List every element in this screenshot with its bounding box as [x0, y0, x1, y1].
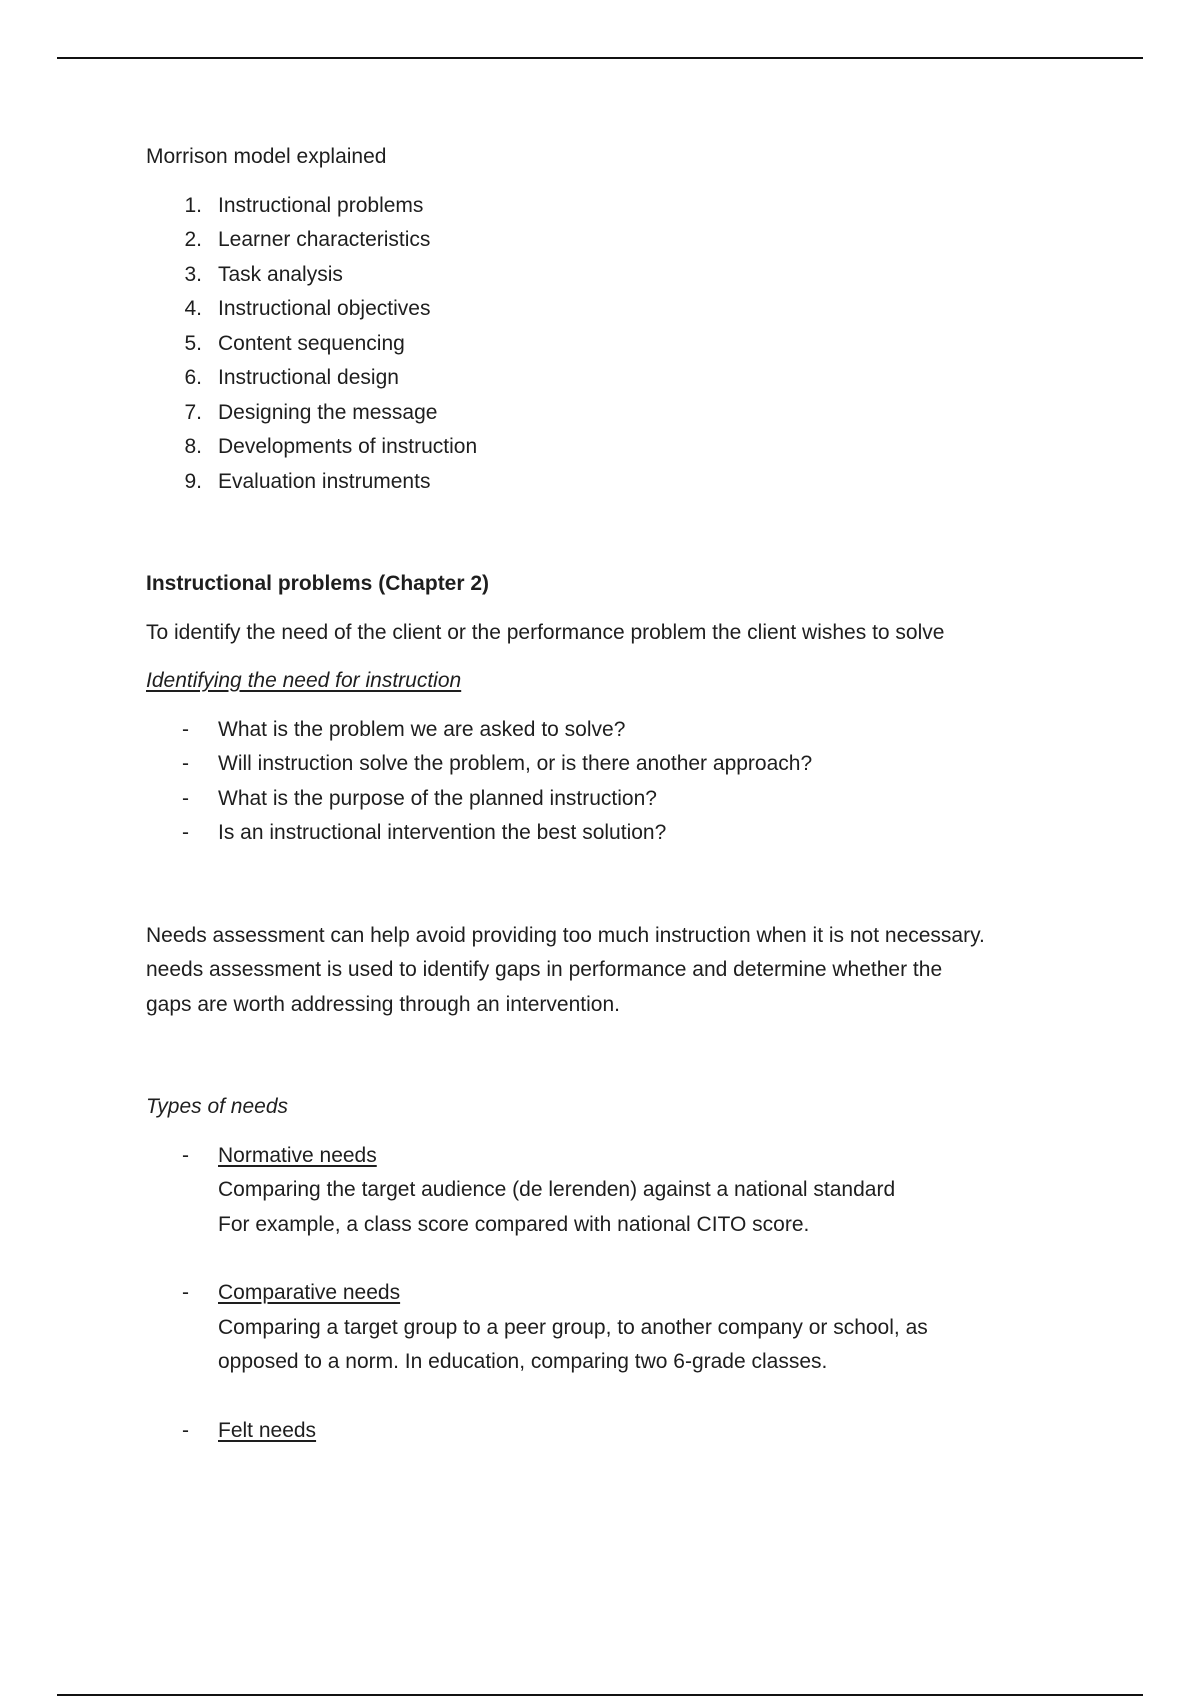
- list-text: Instructional design: [218, 366, 399, 389]
- need-type-name: Felt needs: [218, 1418, 317, 1442]
- model-steps-list: [146, 189, 1106, 500]
- list-text: Learner characteristics: [218, 228, 431, 251]
- list-text: Evaluation instruments: [218, 469, 431, 493]
- bullet-dash: -: [182, 1418, 189, 1442]
- spacer: [146, 1242, 1106, 1276]
- list-text: Task analysis: [218, 262, 343, 286]
- list-text: Instructional objectives: [218, 297, 431, 320]
- list-text: Content sequencing: [218, 331, 405, 355]
- list-number: 2.: [184, 228, 202, 251]
- list-item: [146, 189, 1106, 224]
- list-number: 5.: [184, 331, 202, 355]
- bullet-dash: -: [182, 1143, 189, 1167]
- need-type-line: Comparing the target audience (de lerenden) against a national standard: [218, 1178, 896, 1201]
- need-types-list: [146, 1139, 1106, 1449]
- list-text: Designing the message: [218, 400, 438, 424]
- need-type-line: Comparing a target group to a peer group, to another company or school, as: [218, 1315, 928, 1339]
- list-item: [146, 465, 1106, 500]
- list-number: 7.: [184, 400, 202, 424]
- list-item: [146, 747, 1106, 782]
- need-type-name: Comparative needs: [218, 1281, 401, 1304]
- section-intro: To identify the need of the client or the performance problem the client wishes to solve: [146, 620, 945, 644]
- types-heading: Types of needs: [146, 1095, 289, 1118]
- need-type-line: opposed to a norm. In education, comparing two 6-grade classes.: [218, 1350, 828, 1373]
- document-title: Morrison model explained: [146, 145, 387, 168]
- spacer: [146, 1380, 1106, 1414]
- need-type-normative: [146, 1139, 1106, 1243]
- list-text: Will instruction solve the problem, or is there another approach?: [218, 752, 813, 775]
- bottom-rule: [57, 1694, 1143, 1696]
- need-type-felt: [146, 1414, 1106, 1449]
- list-number: 8.: [184, 435, 202, 458]
- bullet-dash: -: [182, 752, 189, 775]
- spacer: [146, 499, 1106, 567]
- spacer: [146, 1022, 1106, 1090]
- list-item: [146, 396, 1106, 431]
- list-item: [146, 258, 1106, 293]
- need-type-name: Normative needs: [218, 1143, 377, 1167]
- bullet-dash: -: [182, 1281, 189, 1304]
- paragraph-line: needs assessment is used to identify gaps in performance and determine whether the: [146, 958, 943, 981]
- list-text: Developments of instruction: [218, 435, 478, 458]
- list-item: [146, 292, 1106, 327]
- list-item: [146, 223, 1106, 258]
- bullet-dash: -: [182, 717, 189, 741]
- list-number: 6.: [184, 366, 202, 389]
- subheading-identify: Identifying the need for instruction: [146, 669, 462, 692]
- list-number: 9.: [184, 469, 202, 493]
- list-number: 3.: [184, 262, 202, 286]
- document-body: [146, 140, 1106, 1448]
- list-text: Instructional problems: [218, 193, 424, 217]
- list-number: 4.: [184, 297, 202, 320]
- list-item: [146, 816, 1106, 851]
- list-item: [146, 713, 1106, 748]
- list-text: Is an instructional intervention the best solution?: [218, 821, 667, 844]
- paragraph-line: Needs assessment can help avoid providing too much instruction when it is not necessary.: [146, 923, 985, 947]
- spacer: [146, 851, 1106, 919]
- need-type-line: For example, a class score compared with national CITO score.: [218, 1212, 810, 1236]
- section-heading: Instructional problems (Chapter 2): [146, 572, 490, 595]
- needs-assessment-paragraph: [146, 919, 1106, 1023]
- list-text: What is the problem we are asked to solve?: [218, 717, 626, 741]
- bullet-dash: -: [182, 821, 189, 844]
- identify-questions-list: [146, 713, 1106, 851]
- list-item: [146, 361, 1106, 396]
- need-type-comparative: [146, 1276, 1106, 1380]
- list-item: [146, 782, 1106, 817]
- list-item: [146, 430, 1106, 465]
- list-number: 1.: [184, 193, 202, 217]
- top-rule: [57, 57, 1143, 59]
- list-item: [146, 327, 1106, 362]
- list-text: What is the purpose of the planned instruction?: [218, 786, 657, 810]
- paragraph-line: gaps are worth addressing through an intervention.: [146, 992, 620, 1016]
- bullet-dash: -: [182, 786, 189, 810]
